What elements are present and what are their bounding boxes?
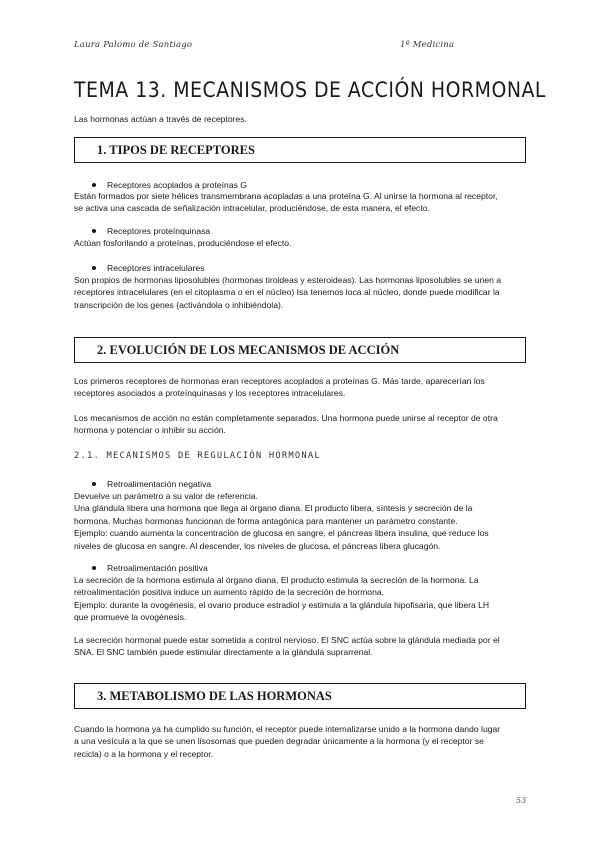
bullet-dot-icon — [92, 183, 96, 187]
bullet-receptores-intracelulares — [92, 262, 204, 274]
page-title: TEMA 13. MECANISMOS DE ACCIÓN HORMONAL — [74, 78, 546, 102]
bullet-dot-icon — [92, 266, 96, 270]
paragraph-control-nervioso — [74, 634, 530, 659]
section-1-heading-text: 1. TIPOS DE RECEPTORES — [97, 142, 255, 157]
text-line: recicla) o a la hormona y el receptor. — [74, 748, 213, 759]
paragraph-intracelulares — [74, 274, 530, 311]
paragraph-evolucion-1 — [74, 375, 530, 400]
page-number: 53 — [516, 796, 527, 805]
header-author: Laura Palomo de Santiago — [74, 40, 193, 50]
text-line: a una vesícula a la que se unen lisosomas que pueden degradar únicamente a la hormona (y el receptor se — [74, 736, 484, 747]
section-3-heading — [74, 683, 526, 709]
paragraph-evolucion-2 — [74, 412, 530, 437]
text-line: receptores asociados a proteínquinasas y los receptores intracelulares. — [74, 388, 346, 399]
text-line: que promueve la ovogénesis. — [74, 612, 187, 623]
bullet-retroalimentacion-negativa — [92, 478, 211, 490]
paragraph-retro-positiva — [74, 574, 530, 624]
header-course: 1º Medicina — [400, 40, 455, 50]
text-line: Actúan fosforilando a proteínas, produciéndose el efecto. — [74, 238, 292, 248]
paragraph-retro-negativa — [74, 490, 530, 552]
text-line: Son propios de hormonas liposolubles (hormonas tiroideas y esteroideas). Las hormonas liposolubles se unen a — [74, 275, 502, 285]
text-line: retroalimentación positiva induce un aumento rápido de la secreción de hormona. — [74, 587, 385, 598]
section-2-heading — [74, 337, 526, 363]
section-3-heading-text: 3. METABOLISMO DE LAS HORMONAS — [97, 688, 332, 703]
bullet-text: Retroalimentación negativa — [107, 479, 212, 489]
subsection-2-1-heading: 2.1. MECANISMOS DE REGULACIÓN HORMONAL — [74, 451, 321, 461]
bullet-text: Retroalimentación positiva — [107, 563, 208, 573]
text-line: transcripción de los genes (activándola o inhibiéndola). — [74, 299, 284, 310]
bullet-text: Receptores intracelulares — [107, 263, 205, 273]
text-line: receptores intracelulares (en el citoplasma o en el núcleo) Isa tenemos loca al núcleo, donde puede modificar la — [74, 287, 500, 298]
text-line: Los primeros receptores de hormonas eran receptores acoplados a proteínas G. Más tarde, aparecerían los — [74, 376, 485, 386]
text-line: Los mecanismos de acción no están completamente separados. Una hormona puede unirse al receptor de otra — [74, 413, 498, 423]
text-line: Cuando la hormona ya ha cumplido su función, el receptor puede internalizarse unido a la hormona dando lugar — [74, 724, 501, 734]
text-line: Están formados por siete hélices transmembrana acopladas a una proteína G. Al unirse la hormona al receptor, — [74, 191, 498, 201]
bullet-dot-icon — [92, 566, 96, 570]
text-line: Ejemplo: cuando aumenta la concentración de glucosa en sangre, el páncreas libera insulina, que reduce los — [74, 528, 489, 539]
bullet-text: Receptores acoplados a proteínas G — [107, 180, 247, 190]
text-line: La secreción de la hormona estimula al órgano diana. El producto estimula la secreción de la hormona. La — [74, 575, 479, 585]
text-line: se activa una cascada de señalización intracelular, produciéndose, de esta manera, el efecto. — [74, 203, 430, 214]
text-line: La secreción hormonal puede estar sometida a control nervioso. El SNC actúa sobre la glándula mediada por el — [74, 635, 500, 645]
text-line: niveles de glucosa en sangre. Al descender, los niveles de glucosa, el páncreas libera glucagón. — [74, 540, 441, 551]
bullet-dot-icon — [92, 229, 96, 233]
bullet-text: Receptores proteínquinasa — [107, 226, 211, 236]
section-1-heading — [74, 137, 526, 163]
text-line: hormona y potenciar o inhibir su acción. — [74, 425, 226, 436]
text-line: Una glándula libera una hormona que llega al órgano diana. El producto libera, síntesis y secreción de la — [74, 503, 473, 514]
paragraph-metabolismo — [74, 723, 530, 760]
paragraph-proteinquinasa — [74, 237, 530, 249]
section-2-heading-text: 2. EVOLUCIÓN DE LOS MECANISMOS DE ACCIÓN — [97, 342, 400, 357]
bullet-retroalimentacion-positiva — [92, 562, 208, 574]
intro-paragraph: Las hormonas actúan a través de receptores. — [74, 114, 247, 124]
text-line: hormona. Muchas hormonas funcionan de forma antagónica para mantener un parámetro constante. — [74, 515, 458, 526]
text-line: Devuelve un parámetro a su valor de referencia. — [74, 491, 258, 501]
bullet-receptores-proteinquinasa — [92, 225, 210, 237]
bullet-dot-icon — [92, 482, 96, 486]
paragraph-proteinas-g — [74, 190, 530, 215]
text-line: Ejemplo: durante la ovogénesis, el ovario produce estradiol y estimula a la glándula hipofisaria, que libera LH — [74, 599, 490, 610]
text-line: SNA. El SNC también puede estimular directamente a la glándula suprarrenal. — [74, 647, 373, 658]
